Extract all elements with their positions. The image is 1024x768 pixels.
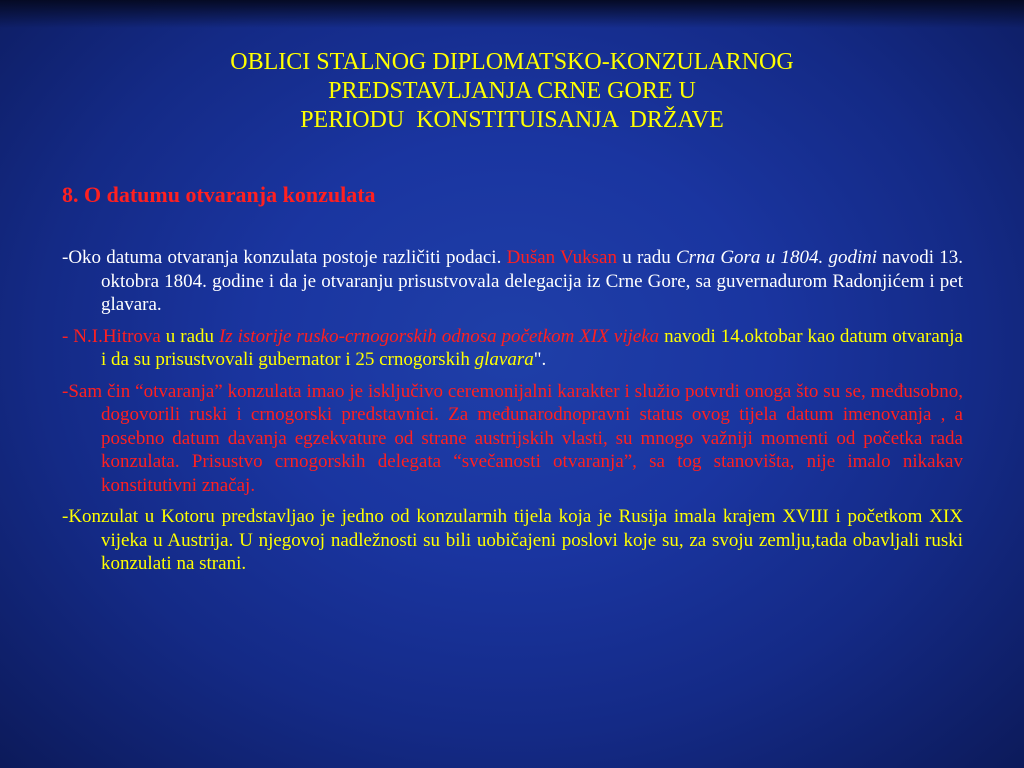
p1-author: Dušan Vuksan [506, 247, 617, 268]
p2-author: - N.I.Hitrova [62, 325, 161, 347]
title-line-1: OBLICI STALNOG DIPLOMATSKO-KONZULARNOG [230, 49, 794, 75]
p1-text: -Oko datuma otvaranja konzulata postoje različiti podaci. [62, 247, 507, 268]
slide-body [62, 246, 963, 584]
p2-text: navodi 14.oktobar [659, 325, 803, 347]
p1-text: navodi 13. oktobra 1804. godine i da je otvaranju prisustvovala delegacija iz Crne Gore, sa guvernadurom Radonjićem i pet glavara. [101, 247, 963, 315]
p3-text: -Sam čin “otvaranja” konzulata imao je isključivo ceremonijalni karakter i služio potvrdi onoga što su se, međusobno, dogovorili ruski i crnogorski predstavnici. Za međunarodnopravni status ovog tijela datum imenovanja , a posebno datum davanja egzekvature od strane austrijskih vlasti, su mnogo važniji momenti od početka rada konzulata. Prisustvo crnogorskih delegata “svečanosti otvaranja”, sa tog stanovišta, nije imalo nikakav konstitutivni značaj. [62, 380, 963, 496]
slide-title [60, 48, 964, 135]
top-band [0, 0, 1024, 28]
paragraph-3 [62, 380, 963, 498]
p2-text: u radu [160, 325, 219, 347]
paragraph-4 [62, 505, 963, 576]
p2-work-title: Iz istorije rusko-crnogorskih odnosa početkom XIX vijeka [218, 325, 660, 347]
p1-work-title: Crna Gora u 1804. godini [676, 247, 878, 268]
p1-text: u radu [616, 247, 676, 268]
title-line-2: PREDSTAVLJANJA CRNE GORE U [328, 78, 696, 104]
p2-text: kao datum otvaranja i da su prisustvovali gubernator i 25 crnogorskih [101, 325, 963, 370]
title-line-3: PERIODU KONSTITUISANJA DRŽAVE [300, 107, 724, 133]
p4-text: -Konzulat u Kotoru predstavljao je jedno od konzularnih tijela koja je Rusija imala krajem XVIII i početkom XIX vijeka u Austrija. U njegovoj nadležnosti su bili uobičajeni poslovi koje su, za svoju zemlju,tada obavljali ruski konzulati na strani. [62, 506, 963, 574]
p2-text: ". [533, 349, 547, 370]
p2-text-italic: glavara [474, 349, 534, 370]
section-heading: 8. O datumu otvaranja konzulata [62, 182, 376, 207]
paragraph-1 [62, 246, 963, 317]
paragraph-2 [62, 325, 963, 372]
